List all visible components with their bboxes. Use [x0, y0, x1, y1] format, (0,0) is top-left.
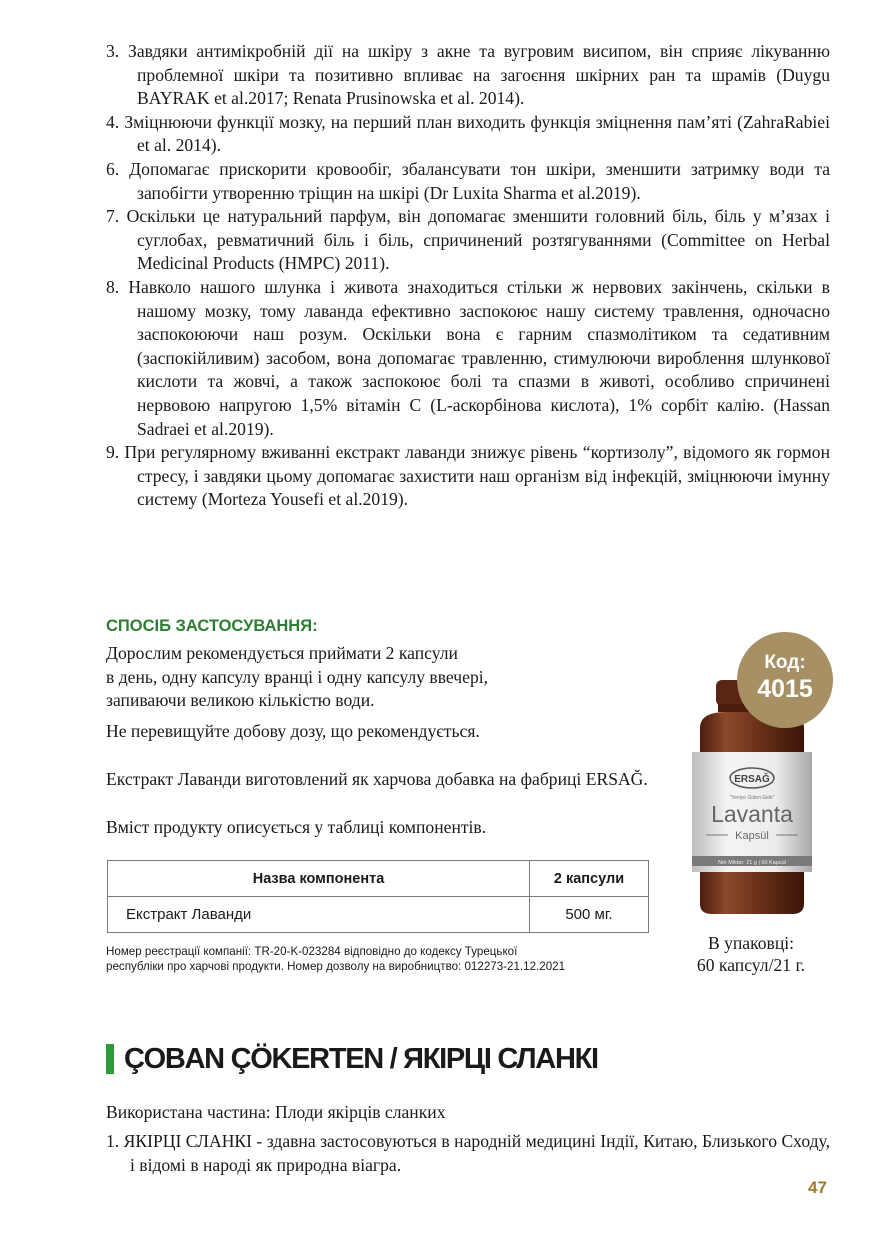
usage-heading: СПОСІБ ЗАСТОСУВАННЯ:	[106, 617, 318, 635]
manufacture-note: Екстракт Лаванди виготовлений як харчова добавка на фабриці ERSAĞ.	[106, 769, 648, 789]
usage-line: в день, одну капсулу вранці і одну капсулу ввечері,	[106, 666, 489, 687]
package-info	[676, 932, 826, 976]
table-cell: Екстракт Лаванди	[108, 897, 530, 933]
bottle-size: Net Miktar: 21 g | 60 Kapsül	[718, 860, 786, 866]
bottle-brand: ERSAĞ	[734, 774, 770, 785]
bottle-slogan: "Yeniye Giden Gelir"	[729, 795, 775, 801]
package-line: В упаковці:	[707, 933, 795, 953]
list-item: 4. Зміцнюючи функції мозку, на перший план виходить функція зміцнення пам’яті (ZahraRabiei et al. 2014).	[106, 111, 830, 156]
registration-line: Номер реєстрації компанії: TR-20-K-023284 відповідно до кодексу Турецької	[106, 945, 518, 958]
code-label: Код:	[764, 652, 806, 673]
list-item: 1. ЯКІРЦІ СЛАНКІ - здавна застосовуються в народній медицині Індії, Китаю, Близького Сходу, і відомі в народі як природна віагра.	[106, 1131, 830, 1175]
content-note: Вміст продукту описується у таблиці компонентів.	[106, 817, 487, 837]
table-cell: 500 мг.	[530, 897, 649, 933]
registration-note	[106, 945, 666, 974]
package-line: 60 капсул/21 г.	[696, 955, 806, 975]
table-header-row	[108, 861, 649, 897]
section-list	[106, 1130, 830, 1177]
table-header: 2 капсули	[530, 861, 649, 897]
benefits-list	[106, 40, 830, 512]
page-number: 47	[808, 1178, 827, 1197]
usage-line: Дорослим рекомендується приймати 2 капсули	[106, 643, 458, 663]
usage-line: запиваючи великою кількістю води.	[106, 690, 375, 711]
code-number: 4015	[757, 675, 813, 703]
table-row	[108, 897, 649, 933]
list-item: 8. Навколо нашого шлунка і живота знаходиться стільки ж нервових закінчень, скільки в нашому мозку, тому лаванда ефективно заспокоює нашу систему травлення, одночасно заспокоюючи наш розум. Оскільки вона є гарним спазмолітиком та седативним (заспокійливим) засобом, вона допомагає травленню, стимулюючи вироблення шлункової кислоти та жовчі, а також заспокоює болі та спазми в животі, особливо спричинені нервовою напругою 1,5% вітамін С (L-аскорбінова кислота), 1% сорбіт калію. (Hassan Sadraei et al.2019).	[106, 276, 830, 439]
product-code-badge	[737, 632, 833, 728]
list-item: 3. Завдяки антимікробній дії на шкіру з акне та вугровим висипом, він сприяє лікуванню проблемної шкіри та позитивно впливає на загоєння шкірних ран та шрамів (Duygu BAYRAK et al.2017; Renata Prusinowska et al. 2014).	[106, 41, 830, 109]
section-marker	[106, 1044, 114, 1074]
list-item: 7. Оскільки це натуральний парфум, він допомагає зменшити головний біль, біль у м’язах і суглобах, ревматичний біль і біль, спричинений розтягуваннями (Committee on Herbal Medicinal Products (HMPC) 2011).	[106, 206, 830, 274]
section-title: ÇOBAN ÇÖKERTEN / ЯКІРЦІ СЛАНКІ	[124, 1043, 598, 1075]
components-table	[107, 860, 649, 933]
list-item: 6. Допомагає прискорити кровообіг, збалансувати тон шкіри, зменшити затримку води та запобігти утворенню тріщин на шкірі (Dr Luxita Sharma et al.2019).	[106, 158, 830, 203]
registration-line: республіки про харчові продукти. Номер дозволу на виробництво: 012273-21.12.2021	[106, 959, 566, 973]
bottle-product-name: Lavanta	[711, 801, 793, 827]
dose-warning: Не перевищуйте добову дозу, що рекомендується.	[106, 721, 480, 741]
list-item: 9. При регулярному вживанні екстракт лаванди знижує рівень “кортизолу”, відомого як гормон стресу, і завдяки цьому допомагає захистити наш організм від інфекцій, зміцнюючи імунну систему (Morteza Yousefi et al.2019).	[106, 442, 830, 510]
used-part: Використана частина: Плоди якірців сланких	[106, 1102, 446, 1122]
table-header: Назва компонента	[108, 861, 530, 897]
usage-instructions	[106, 642, 646, 713]
bottle-subtitle: Kapsül	[735, 830, 769, 842]
